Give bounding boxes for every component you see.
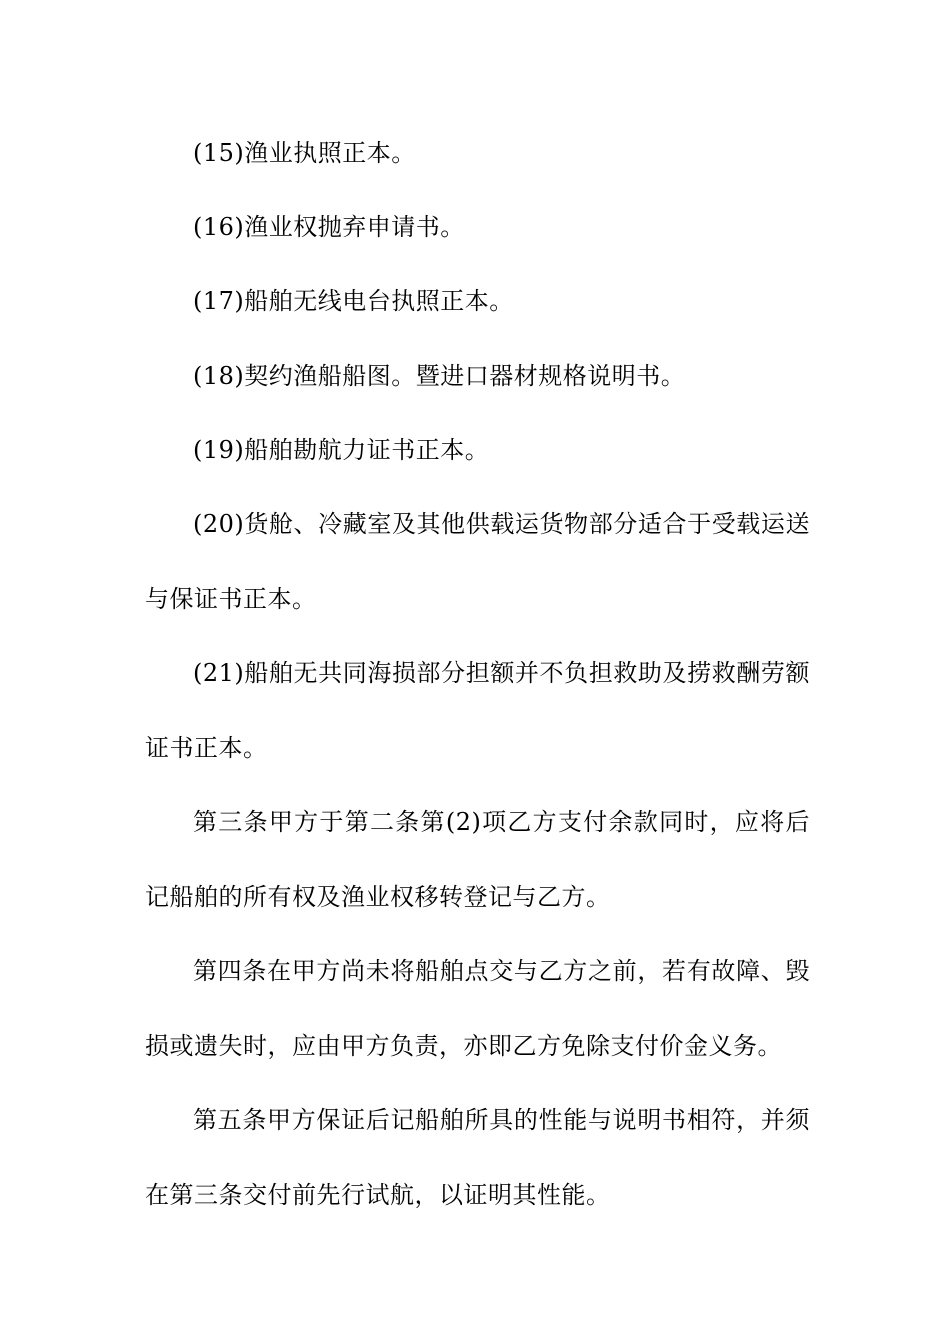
item-20-paragraph: (20)货舱、冷藏室及其他供载运货物部分适合于受载运送与保证书正本。 <box>145 510 810 613</box>
item-17-paragraph: (17)船舶无线电台执照正本。 <box>193 287 514 315</box>
item-19-paragraph: (19)船舶勘航力证书正本。 <box>193 436 490 464</box>
article-5-paragraph: 第五条甲方保证后记船舶所具的性能与说明书相符，并须在第三条交付前先行试航，以证明其性能。 <box>145 1106 810 1209</box>
article-4-paragraph: 第四条在甲方尚未将船舶点交与乙方之前，若有故障、毁损或遗失时，应由甲方负责，亦即乙方免除支付价金义务。 <box>145 957 810 1060</box>
article-3-paragraph: 第三条甲方于第二条第(2)项乙方支付余款同时，应将后记船舶的所有权及渔业权移转登记与乙方。 <box>145 808 810 911</box>
item-21-paragraph: (21)船舶无共同海损部分担额并不负担救助及捞救酬劳额证书正本。 <box>145 659 810 762</box>
item-15-paragraph: (15)渔业执照正本。 <box>193 139 416 167</box>
item-16-paragraph: (16)渔业权抛弃申请书。 <box>193 213 465 241</box>
item-18-paragraph: (18)契约渔船船图。暨进口器材规格说明书。 <box>193 362 686 390</box>
